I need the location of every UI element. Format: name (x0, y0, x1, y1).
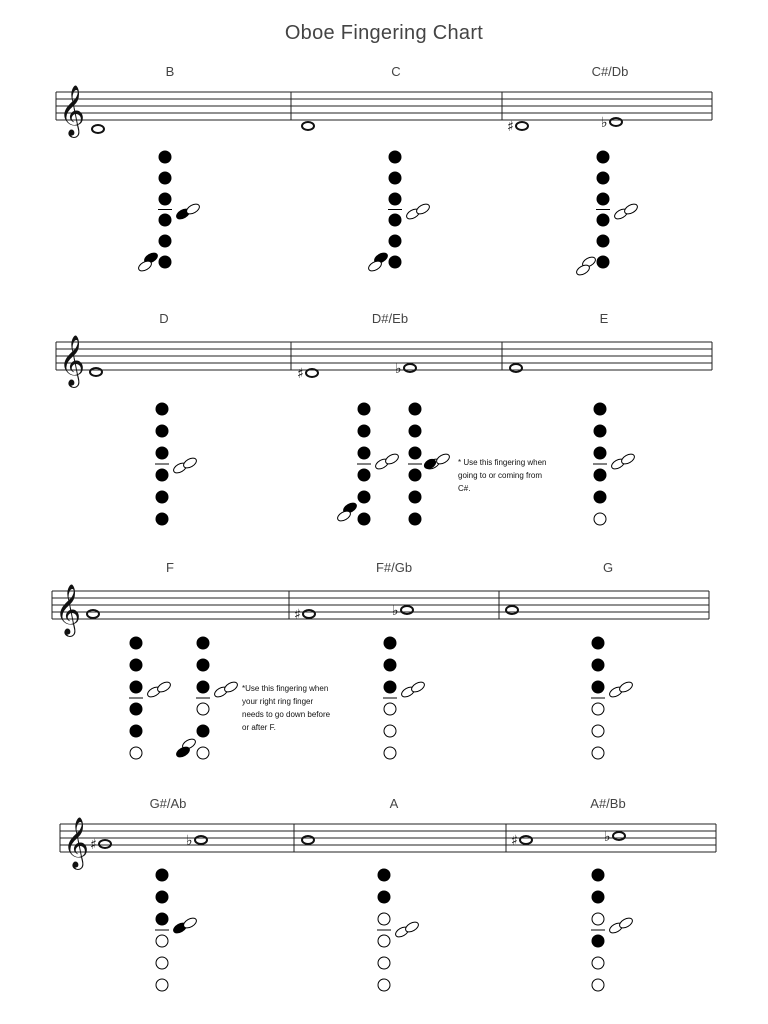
closed-hole-icon (197, 637, 209, 649)
closed-hole-icon (597, 151, 609, 163)
closed-hole-icon (159, 214, 171, 226)
note-head (87, 610, 99, 618)
open-hole-icon (156, 935, 168, 947)
closed-hole-icon (592, 681, 604, 693)
closed-hole-icon (409, 513, 421, 525)
closed-hole-icon (409, 425, 421, 437)
closed-hole-icon (358, 447, 370, 459)
closed-hole-icon (130, 725, 142, 737)
closed-hole-icon (597, 235, 609, 247)
closed-hole-icon (597, 256, 609, 268)
closed-hole-icon (156, 913, 168, 925)
flat-sign-icon: ♭ (395, 361, 402, 377)
note-label-c-sharp: C#/Db (591, 64, 629, 79)
flat-sign-icon: ♭ (601, 115, 608, 131)
closed-hole-icon (378, 891, 390, 903)
open-hole-icon (156, 957, 168, 969)
closed-hole-icon (197, 659, 209, 671)
open-hole-icon (378, 979, 390, 991)
closed-hole-icon (594, 425, 606, 437)
note-head (613, 832, 625, 840)
closed-hole-icon (389, 256, 401, 268)
note-head (510, 364, 522, 372)
closed-hole-icon (592, 659, 604, 671)
closed-hole-icon (130, 637, 142, 649)
closed-hole-icon (384, 681, 396, 693)
closed-hole-icon (159, 172, 171, 184)
note-head (401, 606, 413, 614)
closed-hole-icon (130, 703, 142, 715)
note-label-b: B (165, 64, 175, 79)
closed-hole-icon (594, 403, 606, 415)
closed-hole-icon (409, 491, 421, 503)
closed-hole-icon (130, 681, 142, 693)
treble-clef-icon: 𝄞 (59, 335, 86, 386)
closed-hole-icon (389, 151, 401, 163)
open-hole-icon (592, 725, 604, 737)
note-head (610, 118, 622, 126)
flat-sign-icon: ♭ (186, 833, 193, 849)
closed-hole-icon (592, 637, 604, 649)
closed-hole-icon (156, 491, 168, 503)
note-head (90, 368, 102, 376)
flat-sign-icon: ♭ (392, 603, 399, 619)
closed-hole-icon (197, 725, 209, 737)
treble-clef-icon: 𝄞 (55, 584, 82, 635)
open-hole-icon (378, 913, 390, 925)
sharp-sign-icon: ♯ (294, 607, 301, 623)
treble-clef-icon: 𝄞 (59, 85, 86, 136)
closed-hole-icon (409, 469, 421, 481)
closed-hole-icon (156, 869, 168, 881)
open-hole-icon (378, 957, 390, 969)
open-hole-icon (378, 935, 390, 947)
open-hole-icon (384, 703, 396, 715)
closed-hole-icon (156, 425, 168, 437)
closed-hole-icon (156, 891, 168, 903)
open-hole-icon (197, 747, 209, 759)
open-hole-icon (592, 913, 604, 925)
closed-hole-icon (409, 403, 421, 415)
note-label-a-sharp: A#/Bb (590, 796, 626, 811)
closed-hole-icon (389, 214, 401, 226)
closed-hole-icon (159, 235, 171, 247)
note-label-d: D (159, 311, 169, 326)
note-head (303, 610, 315, 618)
closed-hole-icon (159, 193, 171, 205)
closed-hole-icon (197, 681, 209, 693)
closed-hole-icon (156, 469, 168, 481)
footnote-d-sharp: * Use this fingering when going to or coming from C#. (458, 458, 547, 493)
open-hole-icon (384, 747, 396, 759)
sharp-sign-icon: ♯ (511, 833, 518, 849)
open-hole-icon (592, 957, 604, 969)
closed-hole-icon (594, 491, 606, 503)
note-head (195, 836, 207, 844)
closed-hole-icon (389, 172, 401, 184)
open-hole-icon (594, 513, 606, 525)
closed-hole-icon (409, 447, 421, 459)
closed-hole-icon (159, 256, 171, 268)
note-label-d-sharp: D#/Eb (371, 311, 409, 326)
note-head (99, 840, 111, 848)
closed-hole-icon (597, 193, 609, 205)
note-head (302, 836, 314, 844)
closed-hole-icon (378, 869, 390, 881)
closed-hole-icon (358, 491, 370, 503)
closed-hole-icon (597, 172, 609, 184)
closed-hole-icon (389, 193, 401, 205)
note-label-c: C (391, 64, 401, 79)
sharp-sign-icon: ♯ (90, 837, 97, 853)
closed-hole-icon (159, 151, 171, 163)
flat-sign-icon: ♭ (604, 829, 611, 845)
sharp-sign-icon: ♯ (297, 366, 304, 382)
closed-hole-icon (156, 447, 168, 459)
note-label-e: E (599, 311, 609, 326)
closed-hole-icon (358, 403, 370, 415)
note-head (506, 606, 518, 614)
footnote-f: *Use this fingering when your right ring finger needs to go down before or after F. (242, 684, 331, 732)
open-hole-icon (592, 979, 604, 991)
note-label-a: A (389, 796, 399, 811)
closed-hole-icon (597, 214, 609, 226)
note-head (92, 125, 104, 133)
treble-clef-icon: 𝄞 (63, 817, 90, 868)
closed-hole-icon (156, 403, 168, 415)
note-head (302, 122, 314, 130)
open-hole-icon (130, 747, 142, 759)
note-label-g-sharp: G#/Ab (149, 796, 187, 811)
note-head (404, 364, 416, 372)
closed-hole-icon (592, 935, 604, 947)
open-hole-icon (592, 747, 604, 759)
closed-hole-icon (384, 637, 396, 649)
closed-hole-icon (594, 469, 606, 481)
note-head (516, 122, 528, 130)
closed-hole-icon (358, 469, 370, 481)
closed-hole-icon (358, 425, 370, 437)
closed-hole-icon (156, 513, 168, 525)
closed-hole-icon (130, 659, 142, 671)
note-label-f-sharp: F#/Gb (375, 560, 413, 575)
sharp-sign-icon: ♯ (507, 119, 514, 135)
note-label-f: F (166, 560, 174, 575)
open-hole-icon (197, 703, 209, 715)
page-title: Oboe Fingering Chart (284, 22, 484, 44)
closed-hole-icon (592, 869, 604, 881)
open-hole-icon (384, 725, 396, 737)
note-head (520, 836, 532, 844)
closed-hole-icon (384, 659, 396, 671)
closed-hole-icon (389, 235, 401, 247)
open-hole-icon (592, 703, 604, 715)
closed-hole-icon (358, 513, 370, 525)
open-hole-icon (156, 979, 168, 991)
closed-hole-icon (594, 447, 606, 459)
note-label-g: G (602, 560, 614, 575)
closed-hole-icon (592, 891, 604, 903)
